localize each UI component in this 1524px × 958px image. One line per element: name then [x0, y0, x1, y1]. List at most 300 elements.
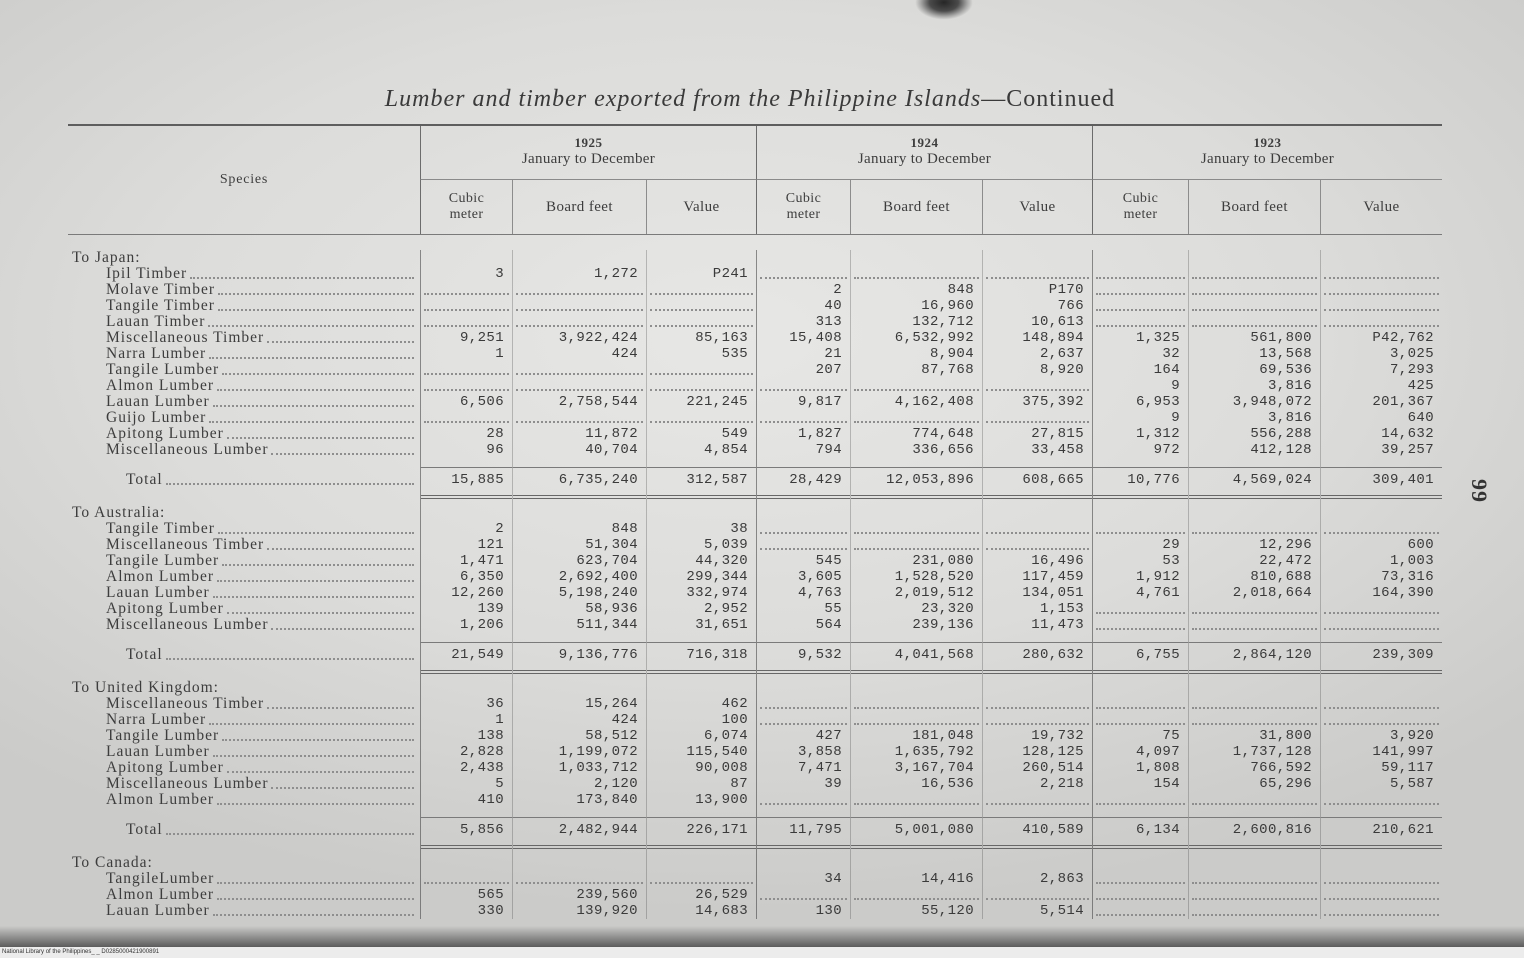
value-1925-cell: 44,320	[646, 553, 756, 569]
species-cell	[68, 617, 420, 633]
value-1923-cell: 14,632	[1320, 426, 1442, 442]
value-1923-cell: 425	[1320, 378, 1442, 394]
species-cell	[68, 505, 420, 521]
blank-cell	[1188, 855, 1320, 871]
cubic-meter-header-1924	[756, 180, 850, 234]
species-cell	[68, 585, 420, 601]
cubic-meter-1923-cell: 29	[1092, 537, 1188, 553]
value-1923-cell: 164,390	[1320, 585, 1442, 601]
board-feet-1923-cell	[1188, 871, 1320, 887]
board-feet-1924-cell: 16,960	[850, 298, 982, 314]
destination-section	[68, 855, 1442, 919]
dot-leader	[190, 277, 414, 279]
cubic-meter-1925-cell: 121	[420, 537, 512, 553]
cubic-meter-1923-cell	[1092, 521, 1188, 537]
species-label: Narra Lumber	[106, 345, 207, 362]
value-1924-cell: P170	[982, 282, 1092, 298]
species-cell	[68, 887, 420, 903]
dot-leader	[217, 803, 414, 805]
value-1924-cell: 410,589	[982, 818, 1092, 842]
board-feet-1923-cell	[1188, 298, 1320, 314]
blank-cell	[68, 808, 420, 818]
value-1925-cell: 38	[646, 521, 756, 537]
species-label: Narra Lumber	[106, 711, 207, 728]
blank-cell	[420, 250, 512, 266]
dot-leader	[222, 739, 414, 741]
dot-leader	[271, 453, 414, 455]
board-feet-1925-cell: 51,304	[512, 537, 646, 553]
value-1923-cell: 3,920	[1320, 728, 1442, 744]
species-cell	[68, 346, 420, 362]
table-row	[68, 410, 1442, 426]
cubic-meter-1925-cell: 21,549	[420, 643, 512, 667]
board-feet-1925-cell	[512, 282, 646, 298]
blank-cell	[756, 505, 850, 521]
column-label: Board feet	[546, 199, 613, 215]
value-1925-cell: 100	[646, 712, 756, 728]
year-label: 1925	[574, 135, 603, 150]
blank-cell	[646, 250, 756, 266]
board-feet-1925-cell: 848	[512, 521, 646, 537]
board-feet-1924-cell: 336,656	[850, 442, 982, 458]
value-1924-cell: 11,473	[982, 617, 1092, 633]
cubic-meter-1924-cell: 11,795	[756, 818, 850, 842]
species-cell	[68, 903, 420, 919]
cubic-meter-1924-cell: 794	[756, 442, 850, 458]
board-feet-1923-cell: 2,018,664	[1188, 585, 1320, 601]
value-1924-cell: 27,815	[982, 426, 1092, 442]
board-feet-1924-cell	[850, 378, 982, 394]
cubic-meter-1925-cell	[420, 362, 512, 378]
blank-cell	[512, 680, 646, 696]
board-feet-1924-cell	[850, 887, 982, 903]
blank-cell	[982, 842, 1092, 855]
year-label: 1924	[910, 135, 939, 150]
value-1924-cell: 260,514	[982, 760, 1092, 776]
year-group-header-1923	[1092, 126, 1442, 180]
value-1925-cell: P241	[646, 266, 756, 282]
cubic-meter-1923-cell	[1092, 871, 1188, 887]
dot-leader	[209, 723, 414, 725]
total-row	[68, 468, 1442, 492]
dot-leader	[209, 357, 414, 359]
value-1925-cell: 312,587	[646, 468, 756, 492]
board-feet-1925-cell: 15,264	[512, 696, 646, 712]
board-feet-1925-cell: 11,872	[512, 426, 646, 442]
cubic-meter-1925-cell: 36	[420, 696, 512, 712]
value-1925-cell: 716,318	[646, 643, 756, 667]
cubic-meter-1925-cell: 1,206	[420, 617, 512, 633]
blank-cell	[646, 667, 756, 680]
title-continued: —Continued	[981, 86, 1116, 112]
value-1925-cell	[646, 410, 756, 426]
cubic-meter-1924-cell: 130	[756, 903, 850, 919]
value-1924-cell	[982, 521, 1092, 537]
board-feet-1924-cell: 4,162,408	[850, 394, 982, 410]
value-1924-cell: 19,732	[982, 728, 1092, 744]
blank-cell	[850, 250, 982, 266]
cubic-meter-1924-cell: 40	[756, 298, 850, 314]
species-cell	[68, 266, 420, 282]
board-feet-1925-cell: 58,936	[512, 601, 646, 617]
dot-leader	[166, 658, 414, 660]
total-rule	[68, 633, 1442, 643]
table-row	[68, 601, 1442, 617]
cubic-meter-1923-cell: 1,912	[1092, 569, 1188, 585]
table-row	[68, 792, 1442, 808]
value-1925-cell: 4,854	[646, 442, 756, 458]
cubic-meter-1925-cell: 1	[420, 712, 512, 728]
destination-row	[68, 250, 1442, 266]
blank-cell	[756, 667, 850, 680]
table-row	[68, 378, 1442, 394]
table-row	[68, 346, 1442, 362]
species-label: Almon Lumber	[106, 568, 214, 585]
destination-label: To United Kingdom:	[72, 679, 219, 696]
dot-leader	[166, 833, 414, 835]
cubic-meter-1925-cell	[420, 282, 512, 298]
species-label: Ipil Timber	[106, 265, 188, 282]
total-row	[68, 818, 1442, 842]
page-number: 99	[1467, 479, 1492, 503]
value-1923-cell	[1320, 887, 1442, 903]
value-1924-cell: 117,459	[982, 569, 1092, 585]
blank-cell	[1092, 680, 1188, 696]
board-feet-1924-cell: 848	[850, 282, 982, 298]
dot-leader	[218, 309, 414, 311]
cubic-meter-1924-cell: 28,429	[756, 468, 850, 492]
cubic-meter-1925-cell: 15,885	[420, 468, 512, 492]
board-feet-1925-cell	[512, 410, 646, 426]
year-group-header-1925	[420, 126, 756, 180]
cubic-meter-1923-cell: 32	[1092, 346, 1188, 362]
cubic-meter-1923-cell: 9	[1092, 378, 1188, 394]
cubic-meter-1925-cell: 3	[420, 266, 512, 282]
year-label: 1923	[1253, 135, 1282, 150]
cubic-meter-1923-cell: 9	[1092, 410, 1188, 426]
species-cell	[68, 818, 420, 842]
blank-cell	[756, 855, 850, 871]
board-feet-1924-cell: 132,712	[850, 314, 982, 330]
species-label: Lauan Timber	[106, 313, 206, 330]
blank-cell	[1320, 667, 1442, 680]
blank-cell	[1188, 680, 1320, 696]
board-feet-1923-cell: 13,568	[1188, 346, 1320, 362]
cubic-meter-1924-cell: 3,605	[756, 569, 850, 585]
column-label: Value	[1363, 199, 1400, 215]
species-label: Miscellaneous Timber	[106, 329, 265, 346]
board-feet-1925-cell	[512, 362, 646, 378]
scan-smudge	[900, 0, 980, 24]
blank-cell	[756, 492, 850, 505]
dot-leader	[271, 787, 414, 789]
table-row	[68, 712, 1442, 728]
cubic-meter-1923-cell: 1,325	[1092, 330, 1188, 346]
species-cell	[68, 680, 420, 696]
cubic-meter-1923-cell	[1092, 617, 1188, 633]
species-label: Lauan Lumber	[106, 743, 210, 760]
period-label: January to December	[857, 151, 992, 167]
value-1925-cell: 5,039	[646, 537, 756, 553]
cubic-meter-1925-cell: 330	[420, 903, 512, 919]
table-row	[68, 728, 1442, 744]
table-header	[68, 124, 1442, 235]
species-cell	[68, 378, 420, 394]
board-feet-1925-cell: 9,136,776	[512, 643, 646, 667]
species-cell	[68, 410, 420, 426]
board-feet-1923-cell: 4,569,024	[1188, 468, 1320, 492]
blank-cell	[1188, 808, 1320, 818]
table-row	[68, 871, 1442, 887]
cubic-meter-1925-cell: 1	[420, 346, 512, 362]
blank-cell	[756, 458, 850, 468]
board-feet-1923-cell	[1188, 617, 1320, 633]
dot-leader	[208, 325, 414, 327]
species-label: Total	[126, 821, 163, 838]
value-1924-cell: 128,125	[982, 744, 1092, 760]
cubic-meter-1924-cell	[756, 696, 850, 712]
blank-cell	[1320, 492, 1442, 505]
blank-cell	[982, 250, 1092, 266]
value-1924-cell: 2,218	[982, 776, 1092, 792]
blank-cell	[850, 842, 982, 855]
value-1924-cell	[982, 712, 1092, 728]
column-label: Value	[1019, 199, 1056, 215]
board-feet-1924-cell: 14,416	[850, 871, 982, 887]
dot-leader	[227, 437, 414, 439]
table-row	[68, 617, 1442, 633]
dot-leader	[271, 628, 414, 630]
board-feet-1923-cell: 1,737,128	[1188, 744, 1320, 760]
board-feet-1924-cell: 2,019,512	[850, 585, 982, 601]
blank-cell	[68, 633, 420, 643]
board-feet-1925-cell: 2,692,400	[512, 569, 646, 585]
blank-cell	[646, 458, 756, 468]
species-label: Almon Lumber	[106, 886, 214, 903]
cubic-meter-1923-cell: 4,761	[1092, 585, 1188, 601]
species-label: Total	[126, 646, 163, 663]
value-1923-cell: 7,293	[1320, 362, 1442, 378]
blank-cell	[646, 633, 756, 643]
species-label: Almon Lumber	[106, 791, 214, 808]
species-cell	[68, 760, 420, 776]
species-label: Apitong Lumber	[106, 600, 224, 617]
cubic-meter-1924-cell	[756, 792, 850, 808]
cubic-meter-1923-cell	[1092, 314, 1188, 330]
board-feet-1924-cell	[850, 792, 982, 808]
blank-cell	[512, 842, 646, 855]
board-feet-1924-cell: 3,167,704	[850, 760, 982, 776]
cubic-meter-1925-cell	[420, 871, 512, 887]
blank-cell	[1092, 633, 1188, 643]
cubic-meter-1924-cell	[756, 378, 850, 394]
cubic-meter-1924-cell: 15,408	[756, 330, 850, 346]
column-label: Cubic meter	[448, 191, 485, 222]
value-1923-cell	[1320, 521, 1442, 537]
board-feet-1923-cell	[1188, 792, 1320, 808]
blank-cell	[982, 667, 1092, 680]
value-header-1925	[646, 180, 756, 234]
blank-cell	[646, 505, 756, 521]
cubic-meter-1924-cell	[756, 887, 850, 903]
blank-cell	[420, 808, 512, 818]
cubic-meter-1923-cell	[1092, 266, 1188, 282]
board-feet-1924-cell: 55,120	[850, 903, 982, 919]
dot-leader	[267, 707, 414, 709]
blank-cell	[1320, 505, 1442, 521]
board-feet-1925-cell: 2,120	[512, 776, 646, 792]
blank-cell	[1320, 842, 1442, 855]
cubic-meter-1925-cell: 6,350	[420, 569, 512, 585]
value-1925-cell	[646, 871, 756, 887]
board-feet-1924-cell: 5,001,080	[850, 818, 982, 842]
species-label: Molave Timber	[106, 281, 216, 298]
board-feet-1924-cell: 231,080	[850, 553, 982, 569]
blank-cell	[756, 633, 850, 643]
species-label: TangileLumber	[106, 870, 215, 887]
value-1924-cell	[982, 266, 1092, 282]
cubic-meter-1925-cell	[420, 298, 512, 314]
cubic-meter-1924-cell: 39	[756, 776, 850, 792]
value-1923-cell	[1320, 601, 1442, 617]
species-cell	[68, 362, 420, 378]
blank-cell	[982, 492, 1092, 505]
column-label: Board feet	[1221, 199, 1288, 215]
blank-cell	[982, 458, 1092, 468]
blank-cell	[512, 250, 646, 266]
value-1925-cell: 462	[646, 696, 756, 712]
page-edge-shadow	[0, 926, 1524, 947]
board-feet-1925-cell	[512, 298, 646, 314]
blank-cell	[1320, 680, 1442, 696]
value-1925-cell: 332,974	[646, 585, 756, 601]
double-rule	[68, 667, 1442, 680]
column-label: Value	[683, 199, 720, 215]
blank-cell	[646, 842, 756, 855]
blank-cell	[420, 842, 512, 855]
value-1923-cell	[1320, 282, 1442, 298]
board-feet-1923-cell: 22,472	[1188, 553, 1320, 569]
value-1925-cell: 221,245	[646, 394, 756, 410]
blank-cell	[1092, 492, 1188, 505]
table-row	[68, 903, 1442, 919]
value-1925-cell: 26,529	[646, 887, 756, 903]
cubic-meter-1924-cell: 545	[756, 553, 850, 569]
blank-cell	[1188, 667, 1320, 680]
value-1923-cell	[1320, 792, 1442, 808]
cubic-meter-1925-cell: 12,260	[420, 585, 512, 601]
species-label: Guijo Lumber	[106, 409, 207, 426]
value-1923-cell: 239,309	[1320, 643, 1442, 667]
board-feet-1925-cell: 173,840	[512, 792, 646, 808]
value-1923-cell: 59,117	[1320, 760, 1442, 776]
value-1925-cell	[646, 282, 756, 298]
blank-cell	[982, 633, 1092, 643]
cubic-meter-1923-cell	[1092, 282, 1188, 298]
species-cell	[68, 855, 420, 871]
period-label: January to December	[1200, 151, 1335, 167]
species-cell	[68, 601, 420, 617]
blank-cell	[982, 855, 1092, 871]
value-1925-cell: 115,540	[646, 744, 756, 760]
cubic-meter-header-1925	[420, 180, 512, 234]
value-1923-cell: 5,587	[1320, 776, 1442, 792]
blank-cell	[756, 680, 850, 696]
value-1924-cell	[982, 537, 1092, 553]
cubic-meter-1923-cell: 10,776	[1092, 468, 1188, 492]
blank-cell	[1188, 505, 1320, 521]
board-feet-1923-cell: 3,816	[1188, 410, 1320, 426]
value-1925-cell	[646, 314, 756, 330]
destination-label: To Japan:	[72, 249, 141, 266]
value-1924-cell: 280,632	[982, 643, 1092, 667]
board-feet-1924-cell: 181,048	[850, 728, 982, 744]
value-1924-cell: 8,920	[982, 362, 1092, 378]
species-cell	[68, 330, 420, 346]
value-1924-cell	[982, 378, 1092, 394]
value-1925-cell: 14,683	[646, 903, 756, 919]
cubic-meter-1924-cell: 427	[756, 728, 850, 744]
cubic-meter-1923-cell: 6,134	[1092, 818, 1188, 842]
value-header-1924	[982, 180, 1092, 234]
cubic-meter-1925-cell: 139	[420, 601, 512, 617]
cubic-meter-1925-cell: 96	[420, 442, 512, 458]
species-header-label: Species	[219, 172, 269, 187]
blank-cell	[850, 808, 982, 818]
species-label: Apitong Lumber	[106, 759, 224, 776]
cubic-meter-1925-cell: 410	[420, 792, 512, 808]
blank-cell	[1320, 855, 1442, 871]
blank-cell	[756, 842, 850, 855]
cubic-meter-1924-cell: 7,471	[756, 760, 850, 776]
value-1923-cell	[1320, 298, 1442, 314]
cubic-meter-1923-cell	[1092, 298, 1188, 314]
value-1925-cell: 13,900	[646, 792, 756, 808]
value-1924-cell: 134,051	[982, 585, 1092, 601]
value-1924-cell: 148,894	[982, 330, 1092, 346]
species-label: Apitong Lumber	[106, 425, 224, 442]
total-rule	[68, 808, 1442, 818]
species-cell	[68, 569, 420, 585]
board-feet-header-1924	[850, 180, 982, 234]
board-feet-1925-cell: 239,560	[512, 887, 646, 903]
blank-cell	[1320, 458, 1442, 468]
table-row	[68, 362, 1442, 378]
value-1924-cell	[982, 696, 1092, 712]
blank-cell	[756, 250, 850, 266]
column-label: Cubic meter	[785, 191, 822, 222]
species-label: Almon Lumber	[106, 377, 214, 394]
blank-cell	[646, 855, 756, 871]
cubic-meter-1924-cell	[756, 537, 850, 553]
cubic-meter-1925-cell: 2,438	[420, 760, 512, 776]
blank-cell	[420, 492, 512, 505]
species-label: Miscellaneous Timber	[106, 536, 265, 553]
value-1923-cell: 141,997	[1320, 744, 1442, 760]
board-feet-1925-cell: 424	[512, 346, 646, 362]
dot-leader	[213, 405, 414, 407]
species-cell	[68, 442, 420, 458]
species-cell	[68, 250, 420, 266]
value-1923-cell: 3,025	[1320, 346, 1442, 362]
cubic-meter-1924-cell: 9,532	[756, 643, 850, 667]
blank-cell	[1092, 250, 1188, 266]
board-feet-1924-cell	[850, 521, 982, 537]
board-feet-1925-cell: 2,758,544	[512, 394, 646, 410]
value-1925-cell: 2,952	[646, 601, 756, 617]
dot-leader	[267, 341, 414, 343]
dot-leader	[213, 914, 414, 916]
